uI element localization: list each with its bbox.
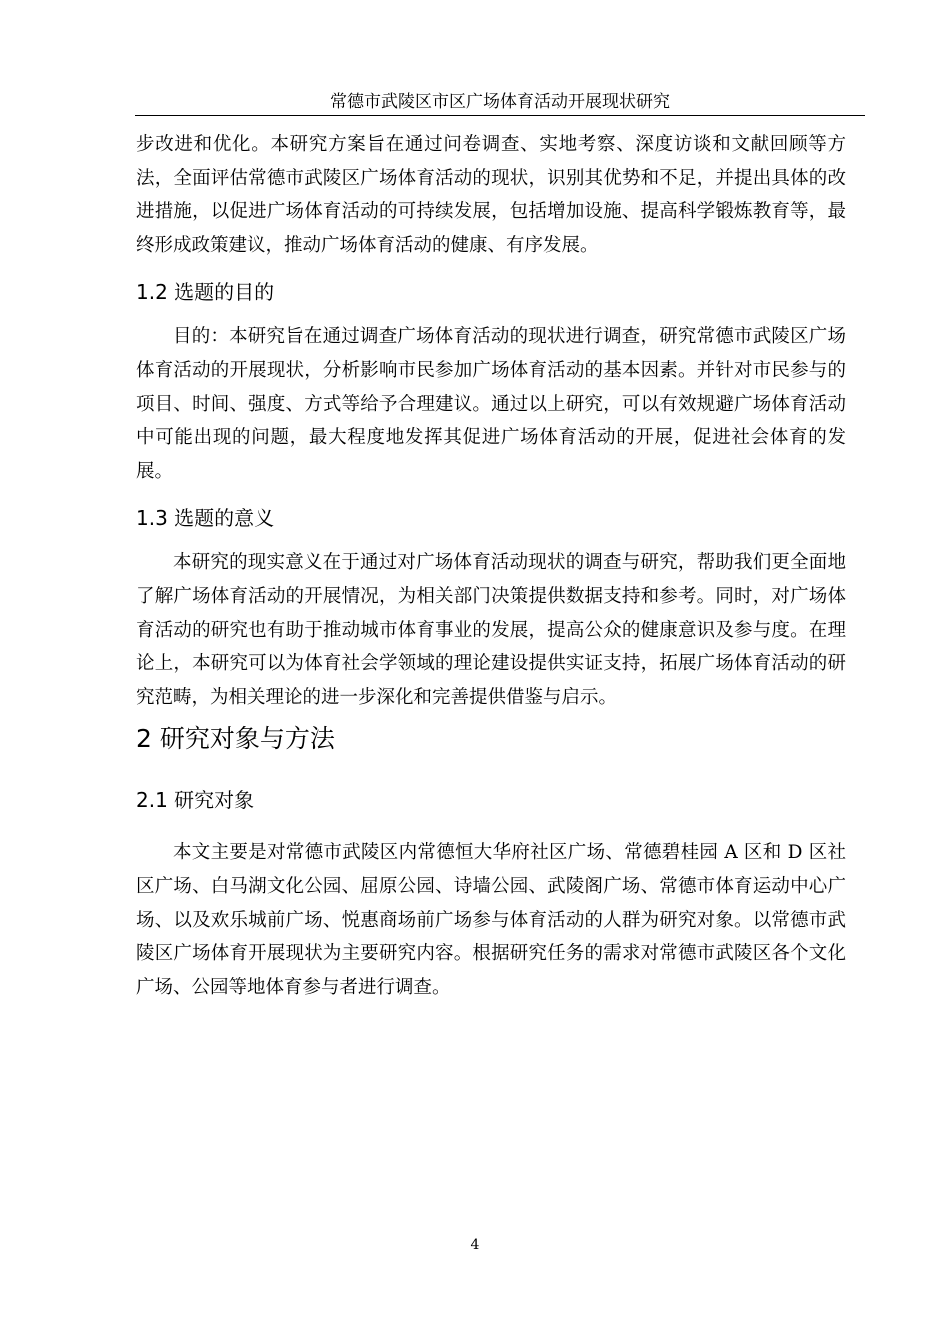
section-heading-2-1: 2.1 研究对象: [136, 788, 255, 813]
paragraph-significance: 本研究的现实意义在于通过对广场体育活动现状的调查与研究，帮助我们更全面地了解广场体育活动的开展情况，为相关部门决策提供数据支持和参考。同时，对广场体育活动的研究也有助于推动城市体育事业的发展，提高公众的健康意识及参与度。在理论上，本研究可以为体育社会学领域的理论建设提供实证支持，拓展广场体育活动的研究范畴，为相关理论的进一步深化和完善提供借鉴与启示。: [136, 552, 846, 708]
intro-paragraph: 步改进和优化。本研究方案旨在通过问卷调查、实地考察、深度访谈和文献回顾等方法，全面评估常德市武陵区广场体育活动的现状，识别其优势和不足，并提出具体的改进措施，以促进广场体育活动的可持续发展，包括增加设施、提高科学锻炼教育等，最终形成政策建议，推动广场体育活动的健康、有序发展。: [136, 134, 846, 256]
section-heading-1-2: 1.2 选题的目的: [136, 280, 275, 305]
header-title: 常德市武陵区市区广场体育活动开展现状研究: [330, 92, 670, 112]
document-body: [136, 128, 846, 1004]
paragraph-purpose: 目的：本研究旨在通过调查广场体育活动的现状进行调查，研究常德市武陵区广场体育活动的开展现状，分析影响市民参加广场体育活动的基本因素。并针对市民参与的项目、时间、强度、方式等给予合理建议。通过以上研究，可以有效规避广场体育活动中可能出现的问题，最大程度地发挥其促进广场体育活动的开展，促进社会体育的发展。: [136, 326, 846, 482]
section-heading-1-3: 1.3 选题的意义: [136, 506, 275, 531]
paragraph-research-object: 本文主要是对常德市武陵区内常德恒大华府社区广场、常德碧桂园 A 区和 D 区社区广场、白马湖文化公园、屈原公园、诗墙公园、武陵阁广场、常德市体育运动中心广场、以及欢乐城前广场、悦惠商场前广场参与体育活动的人群为研究对象。以常德市武陵区广场体育开展现状为主要研究内容。根据研究任务的需求对常德市武陵区各个文化广场、公园等地体育参与者进行调查。: [136, 842, 846, 998]
chapter-heading-2: 2 研究对象与方法: [136, 724, 335, 754]
page-number: 4: [470, 1237, 480, 1253]
page-header: [135, 90, 865, 116]
